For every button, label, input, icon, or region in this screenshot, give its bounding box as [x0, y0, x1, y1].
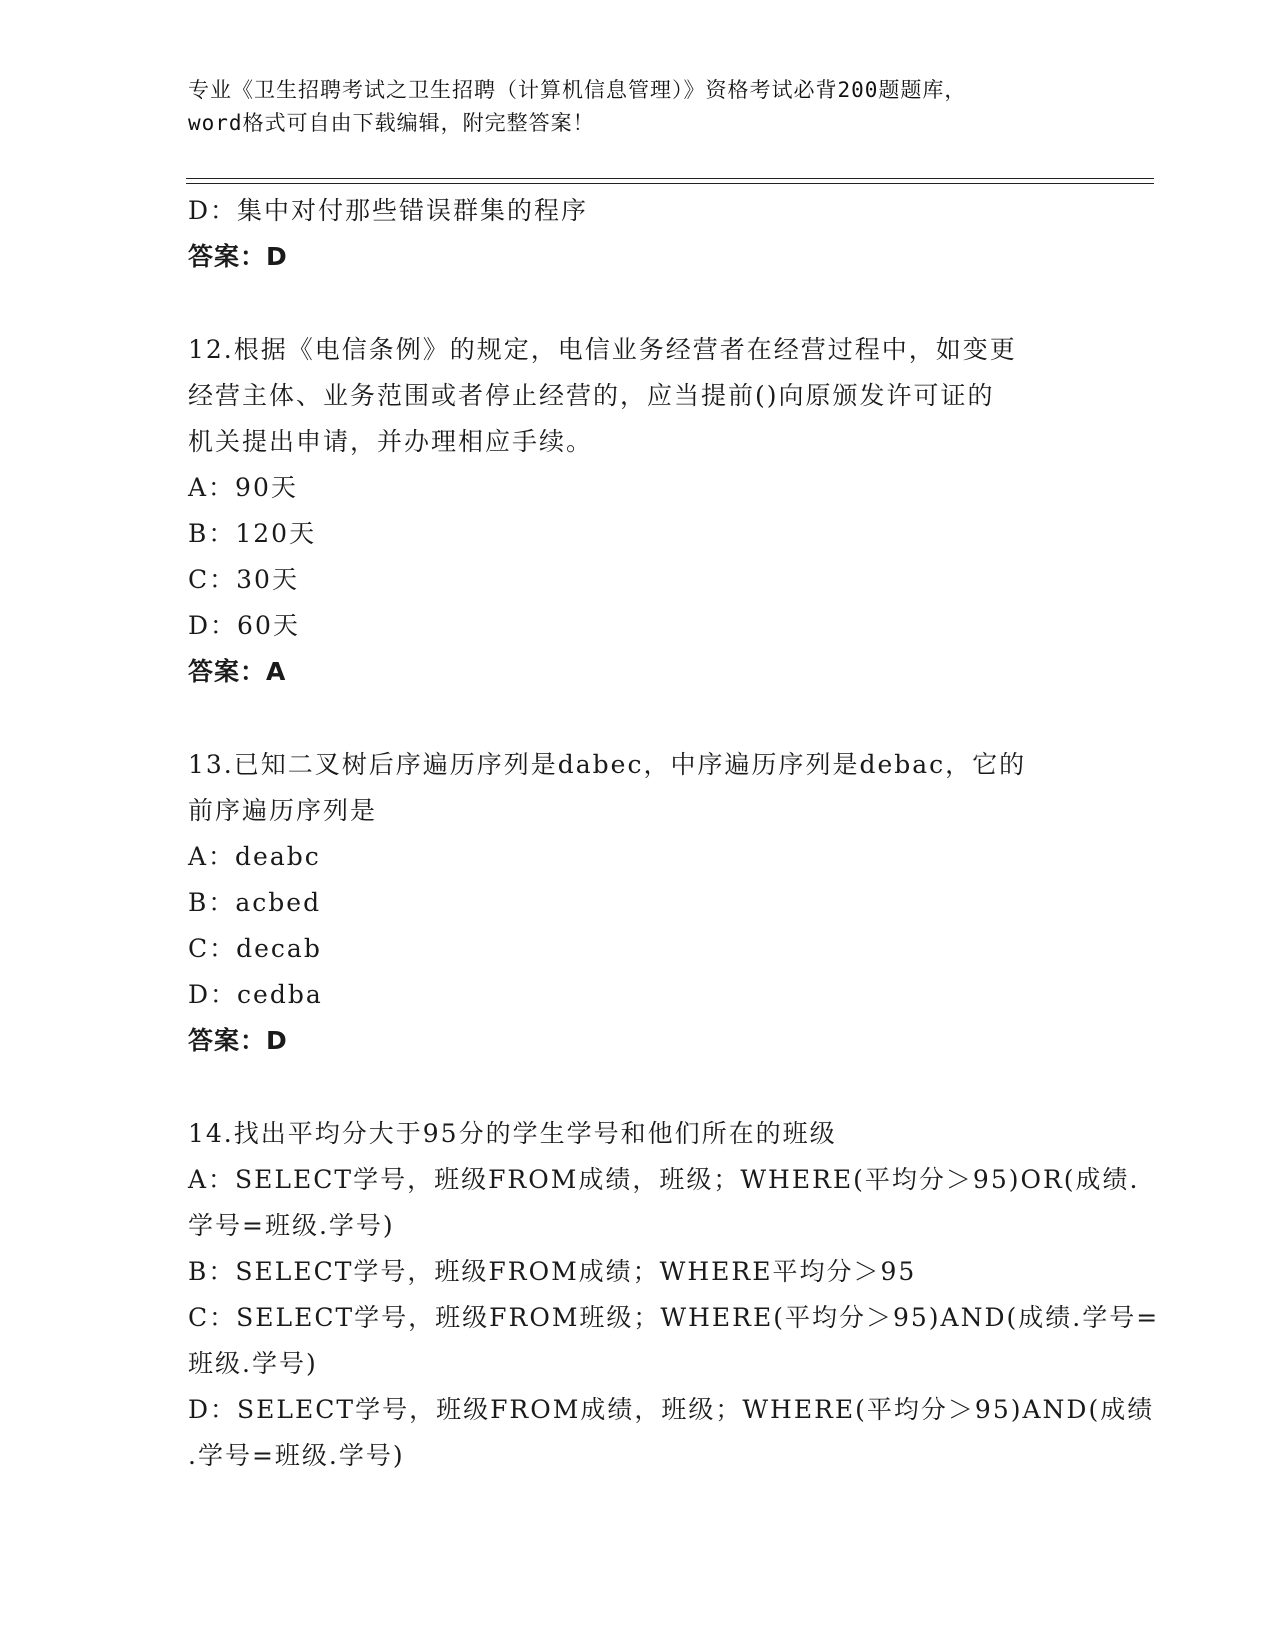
- option-line: B：acbed: [188, 888, 322, 917]
- option-line: A：SELECT学号，班级FROM成绩，班级；WHERE(平均分＞95)OR(成绩.: [188, 1165, 1140, 1194]
- question-list: [188, 188, 1160, 1479]
- option-line: 班级.学号): [188, 1349, 318, 1378]
- block-spacer: [188, 1064, 1088, 1111]
- block-spacer: [188, 695, 1088, 742]
- option-line: 学号=班级.学号): [188, 1211, 395, 1240]
- block-spacer: [188, 280, 1088, 327]
- header-title-line-1: 专业《卫生招聘考试之卫生招聘（计算机信息管理）》资格考试必背200题题库，: [188, 78, 967, 102]
- document-header: [188, 74, 1088, 140]
- option-line: B：120天: [188, 519, 317, 548]
- option-line: D：集中对付那些错误群集的程序: [188, 196, 589, 225]
- option-line: C：decab: [188, 934, 322, 963]
- answer-line: 答案：A: [188, 657, 287, 686]
- header-divider-bottom: [186, 183, 1154, 184]
- question-block: [188, 188, 1088, 280]
- question-block: [188, 1111, 1160, 1479]
- option-line: C：SELECT学号，班级FROM班级；WHERE(平均分＞95)AND(成绩.学号=: [188, 1303, 1160, 1332]
- option-line: D：60天: [188, 611, 300, 640]
- option-line: C：30天: [188, 565, 299, 594]
- option-line: D：SELECT学号，班级FROM成绩，班级；WHERE(平均分＞95)AND(成绩: [188, 1395, 1155, 1424]
- option-line: B：SELECT学号，班级FROM成绩；WHERE平均分＞95: [188, 1257, 917, 1286]
- header-divider-top: [186, 178, 1154, 179]
- question-text-line: 13.已知二叉树后序遍历序列是dabec，中序遍历序列是debac，它的: [188, 750, 1027, 779]
- question-text-line: 机关提出申请，并办理相应手续。: [188, 427, 594, 456]
- answer-line: 答案：D: [188, 242, 288, 271]
- question-block: [188, 742, 1088, 1064]
- option-line: .学号=班级.学号): [188, 1441, 405, 1470]
- question-block: [188, 327, 1088, 695]
- option-line: A：deabc: [188, 842, 321, 871]
- answer-line: 答案：D: [188, 1026, 288, 1055]
- question-text-line: 14.找出平均分大于95分的学生学号和他们所在的班级: [188, 1119, 837, 1148]
- question-text-line: 12.根据《电信条例》的规定，电信业务经营者在经营过程中，如变更: [188, 335, 1017, 364]
- question-text-line: 前序遍历序列是: [188, 796, 378, 825]
- option-line: D：cedba: [188, 980, 323, 1009]
- option-line: A：90天: [188, 473, 298, 502]
- header-title-line-2: word格式可自由下载编辑，附完整答案！: [188, 111, 595, 135]
- question-text-line: 经营主体、业务范围或者停止经营的，应当提前()向原颁发许可证的: [188, 381, 995, 410]
